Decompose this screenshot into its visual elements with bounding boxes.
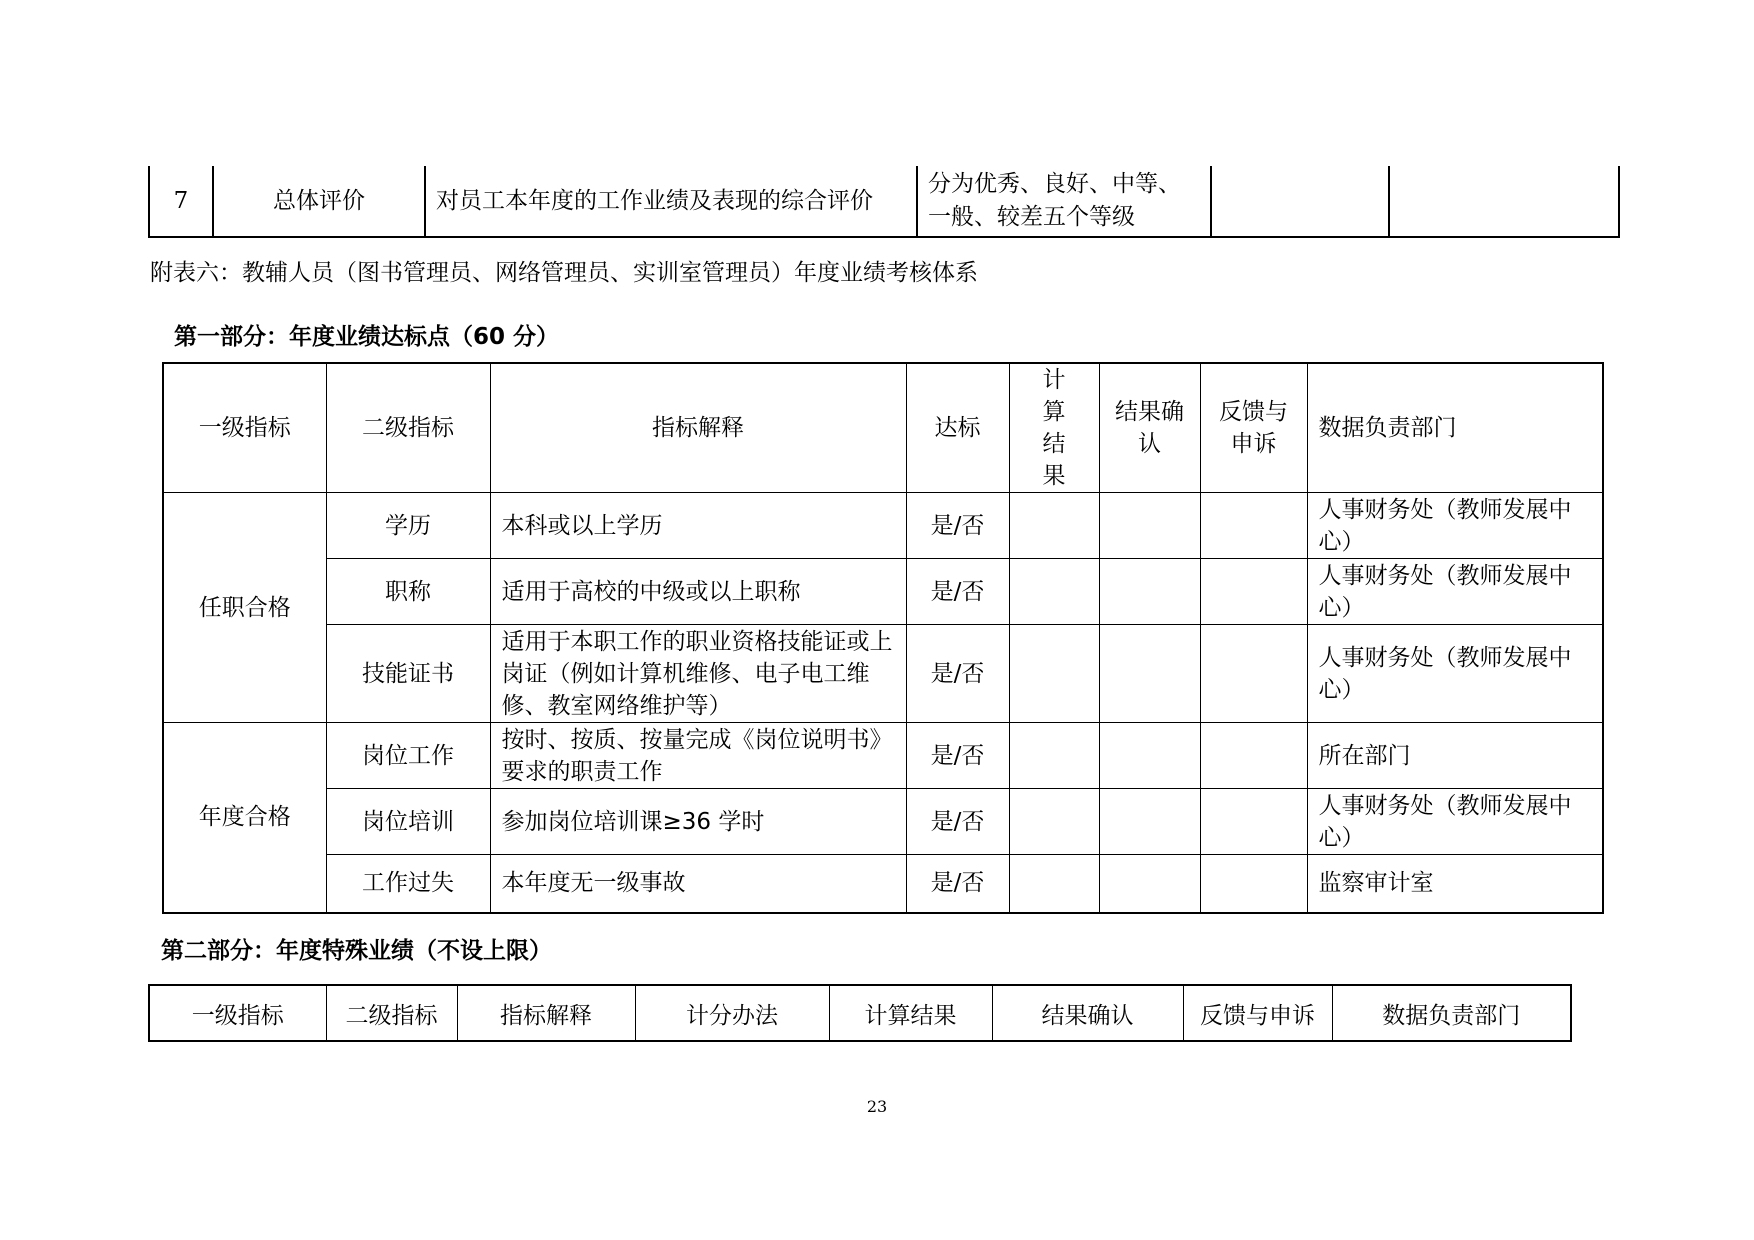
part1-title: 第一部分：年度业绩达标点（60 分） [174,324,560,350]
level1-cell: 任职合格 [163,493,326,723]
meet-cell: 是/否 [906,559,1009,625]
dept-cell: 人事财务处（教师发展中心） [1307,493,1603,559]
calc-result-cell [1009,493,1099,559]
calc-result-cell [1009,559,1099,625]
dept-cell: 人事财务处（教师发展中心） [1307,559,1603,625]
dept-cell: 所在部门 [1307,723,1603,789]
header-explain: 指标解释 [457,985,635,1041]
result-confirm-cell [1099,855,1200,913]
header-meet: 达标 [906,363,1009,493]
explain-cell: 适用于高校的中级或以上职称 [490,559,906,625]
feedback-cell [1200,625,1307,723]
header-scoring: 计分办法 [635,985,829,1041]
explain-cell: 本年度无一级事故 [490,855,906,913]
calc-result-cell [1009,625,1099,723]
table-row [149,166,1619,237]
meet-cell: 是/否 [906,723,1009,789]
table-row [163,625,1603,723]
result-confirm-cell [1099,559,1200,625]
dept-cell: 人事财务处（教师发展中心） [1307,625,1603,723]
feedback-cell [1200,789,1307,855]
level2-cell: 学历 [326,493,490,559]
level2-cell: 岗位工作 [326,723,490,789]
meet-cell: 是/否 [906,493,1009,559]
appendix-title: 附表六：教辅人员（图书管理员、网络管理员、实训室管理员）年度业绩考核体系 [150,260,978,286]
meet-cell: 是/否 [906,625,1009,723]
page-number: 23 [866,1097,888,1116]
explain-cell: 本科或以上学历 [490,493,906,559]
indicator-description: 对员工本年度的工作业绩及表现的综合评价 [425,166,917,237]
feedback-cell [1200,493,1307,559]
indicator-name: 总体评价 [213,166,425,237]
table-row [163,723,1603,789]
empty-cell [1211,166,1389,237]
result-confirm-cell [1099,493,1200,559]
explain-cell: 适用于本职工作的职业资格技能证或上岗证（例如计算机维修、电子电工维修、教室网络维护等） [490,625,906,723]
header-data-dept: 数据负责部门 [1307,363,1603,493]
calc-result-cell [1009,789,1099,855]
meet-cell: 是/否 [906,855,1009,913]
table-row [163,855,1603,913]
dept-cell: 人事财务处（教师发展中心） [1307,789,1603,855]
dept-cell: 监察审计室 [1307,855,1603,913]
header-level2: 二级指标 [326,363,490,493]
calc-result-cell [1009,855,1099,913]
header-level1: 一级指标 [149,985,326,1041]
result-confirm-cell [1099,723,1200,789]
header-data-dept: 数据负责部门 [1332,985,1571,1041]
result-confirm-cell [1099,625,1200,723]
feedback-cell [1200,855,1307,913]
empty-cell [1389,166,1619,237]
part1-table [162,362,1604,914]
previous-table-tail [148,166,1620,238]
part2-title: 第二部分：年度特殊业绩（不设上限） [161,938,552,964]
result-confirm-cell [1099,789,1200,855]
level2-cell: 工作过失 [326,855,490,913]
meet-cell: 是/否 [906,789,1009,855]
feedback-cell [1200,559,1307,625]
level2-cell: 岗位培训 [326,789,490,855]
table-row [163,789,1603,855]
header-level2: 二级指标 [326,985,457,1041]
table-row [163,493,1603,559]
header-result-confirm: 结果确认 [1099,363,1200,493]
grading-method: 分为优秀、良好、中等、一般、较差五个等级 [917,166,1211,237]
header-calc-result: 计算结果 [829,985,992,1041]
table-header-row [149,985,1571,1041]
feedback-cell [1200,723,1307,789]
table-row [163,559,1603,625]
header-explain: 指标解释 [490,363,906,493]
level2-cell: 技能证书 [326,625,490,723]
row-number: 7 [149,166,213,237]
explain-cell: 按时、按质、按量完成《岗位说明书》要求的职责工作 [490,723,906,789]
table-header-row [163,363,1603,493]
part2-table [148,984,1572,1042]
level1-cell: 年度合格 [163,723,326,913]
header-level1: 一级指标 [163,363,326,493]
explain-cell: 参加岗位培训课≥36 学时 [490,789,906,855]
calc-result-cell [1009,723,1099,789]
header-feedback: 反馈与申诉 [1200,363,1307,493]
header-feedback: 反馈与申诉 [1183,985,1332,1041]
header-result-confirm: 结果确认 [992,985,1183,1041]
level2-cell: 职称 [326,559,490,625]
header-calc-result: 计算结果 [1009,363,1099,493]
